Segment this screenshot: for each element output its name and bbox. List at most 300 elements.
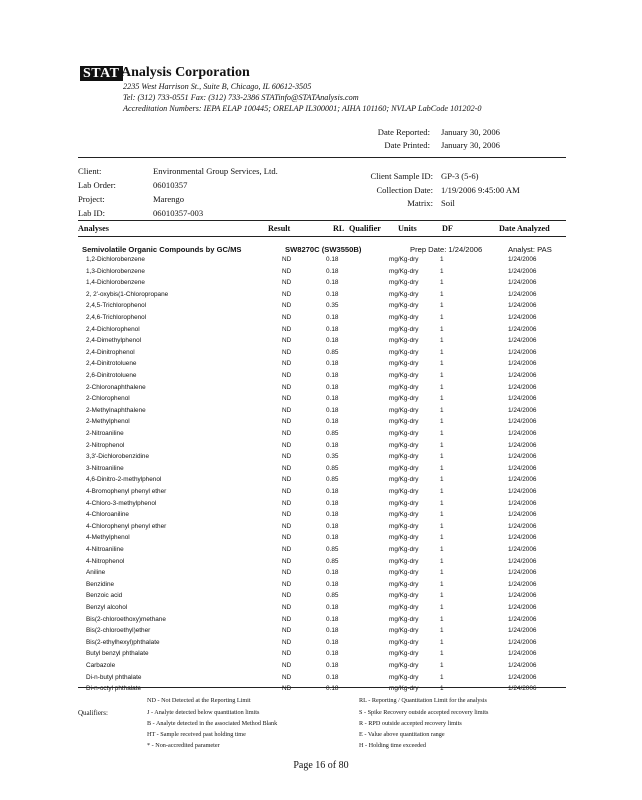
cell-result: ND [282, 476, 292, 484]
cell-rl: 0.18 [326, 604, 339, 611]
cell-units: mg/Kg-dry [389, 580, 419, 588]
cell-date: 1/24/2006 [508, 615, 537, 623]
cell-rl: 0.85 [326, 546, 339, 553]
cell-rl: 0.18 [326, 395, 339, 403]
cell-analyte: 4-Chlorophenyl phenyl ether [86, 522, 167, 530]
cell-df: 1 [440, 337, 444, 345]
cell-result: ND [282, 430, 292, 437]
cell-result: ND [282, 256, 292, 263]
cell-units: mg/Kg-dry [389, 337, 419, 345]
table-row [0, 488, 642, 500]
qualifier-s: S - Spike Recovery outside accepted recovery limits [359, 709, 489, 716]
cell-rl: 0.18 [326, 638, 339, 646]
cell-result: ND [282, 383, 292, 391]
cell-result: ND [282, 372, 292, 379]
cell-analyte: 2-Methylnaphthalene [86, 406, 146, 414]
cell-units: mg/Kg-dry [389, 348, 419, 356]
cell-analyte: Aniline [86, 569, 106, 577]
cell-units: mg/Kg-dry [389, 638, 419, 646]
cell-result: ND [282, 348, 292, 356]
cell-df: 1 [440, 290, 444, 298]
cell-result: ND [282, 499, 292, 507]
cell-df: 1 [440, 638, 444, 646]
cell-rl: 0.85 [326, 592, 339, 600]
cell-df: 1 [440, 430, 444, 437]
cell-result: ND [282, 662, 292, 669]
cell-result: ND [282, 522, 292, 530]
cell-df: 1 [440, 488, 444, 495]
cell-analyte: 2,4,6-Trichlorophenol [86, 314, 147, 321]
qualifier-b: B - Analyte detected in the associated Method Blank [147, 720, 278, 727]
date-printed-label: Date Printed: [384, 140, 430, 150]
cell-result: ND [282, 360, 292, 368]
cell-units: mg/Kg-dry [389, 673, 419, 681]
cell-df: 1 [440, 314, 444, 321]
cell-df: 1 [440, 522, 444, 530]
cell-analyte: 2,6-Dinitrotoluene [86, 372, 137, 379]
qualifier-j: J - Analyte detected below quantitation limits [147, 709, 260, 716]
table-row [0, 581, 642, 593]
cell-result: ND [282, 615, 292, 623]
cell-df: 1 [440, 569, 444, 577]
stat-logo: STAT [80, 66, 123, 81]
cell-rl: 0.18 [326, 325, 339, 333]
cell-df: 1 [440, 256, 444, 263]
cell-result: ND [282, 302, 292, 310]
project-value: Marengo [153, 194, 185, 204]
cell-result: ND [282, 604, 292, 611]
client-sample-id-label: Client Sample ID: [370, 171, 433, 181]
cell-analyte: Benzoic acid [86, 592, 123, 600]
table-row [0, 650, 642, 662]
table-row [0, 372, 642, 384]
cell-analyte: 1,4-Dichlorobenzene [86, 279, 145, 287]
cell-date: 1/24/2006 [508, 395, 537, 403]
cell-analyte: 2-Nitroaniline [86, 430, 124, 437]
table-row [0, 407, 642, 419]
cell-date: 1/24/2006 [508, 522, 537, 530]
cell-date: 1/24/2006 [508, 406, 537, 414]
table-row [0, 627, 642, 639]
table-row [0, 453, 642, 465]
cell-rl: 0.18 [326, 360, 339, 368]
lab-order-value: 06010357 [153, 180, 188, 190]
cell-units: mg/Kg-dry [389, 604, 419, 611]
cell-date: 1/24/2006 [508, 627, 537, 635]
cell-date: 1/24/2006 [508, 441, 537, 449]
cell-units: mg/Kg-dry [389, 534, 419, 542]
lab-id-label: Lab ID: [78, 208, 105, 218]
cell-analyte: Butyl benzyl phthalate [86, 650, 149, 658]
cell-analyte: Di-n-octyl phthalate [86, 685, 142, 693]
cell-result: ND [282, 638, 292, 646]
cell-analyte: 1,3-Dichlorobenzene [86, 267, 145, 275]
cell-units: mg/Kg-dry [389, 383, 419, 391]
client-sample-id-value: GP-3 (5-6) [441, 171, 479, 181]
cell-analyte: 4-Bromophenyl phenyl ether [86, 488, 167, 495]
accreditation-numbers: Accreditation Numbers: IEPA ELAP 100445; ORELAP IL300001; AIHA 101160; NVLAP LabCode 101202-0 [123, 104, 482, 113]
table-row [0, 546, 642, 558]
cell-date: 1/24/2006 [508, 685, 537, 693]
cell-result: ND [282, 290, 292, 298]
cell-analyte: Benzidine [86, 580, 115, 588]
cell-analyte: Di-n-butyl phthalate [86, 673, 142, 681]
cell-result: ND [282, 580, 292, 588]
cell-rl: 0.18 [326, 615, 339, 623]
cell-analyte: 2,4-Dinitrotoluene [86, 360, 137, 368]
cell-rl: 0.35 [326, 302, 339, 310]
cell-analyte: 4-Chloro-3-methylphenol [86, 499, 157, 507]
table-row [0, 442, 642, 454]
cell-analyte: 3-Nitroaniline [86, 464, 124, 472]
cell-units: mg/Kg-dry [389, 488, 419, 495]
qualifier-h: H - Holding time exceeded [359, 742, 427, 749]
cell-rl: 0.18 [326, 511, 339, 519]
cell-df: 1 [440, 511, 444, 519]
cell-analyte: 2,4,5-Trichlorophenol [86, 302, 147, 310]
cell-units: mg/Kg-dry [389, 418, 419, 426]
cell-rl: 0.18 [326, 372, 339, 379]
cell-units: mg/Kg-dry [389, 685, 419, 693]
cell-units: mg/Kg-dry [389, 441, 419, 449]
matrix-label: Matrix: [407, 198, 433, 208]
cell-rl: 0.18 [326, 441, 339, 449]
cell-date: 1/24/2006 [508, 279, 537, 287]
cell-units: mg/Kg-dry [389, 546, 419, 553]
cell-analyte: 2-Chlorophenol [86, 395, 130, 403]
cell-analyte: 2,4-Dinitrophenol [86, 348, 135, 356]
cell-rl: 0.85 [326, 430, 339, 437]
cell-rl: 0.18 [326, 627, 339, 635]
cell-units: mg/Kg-dry [389, 302, 419, 310]
cell-units: mg/Kg-dry [389, 430, 419, 437]
cell-rl: 0.18 [326, 534, 339, 542]
cell-date: 1/24/2006 [508, 453, 537, 461]
table-row [0, 558, 642, 570]
cell-result: ND [282, 325, 292, 333]
cell-rl: 0.18 [326, 499, 339, 507]
prep-date: Prep Date: 1/24/2006 [410, 245, 483, 254]
cell-rl: 0.85 [326, 464, 339, 472]
col-qualifier: Qualifier [349, 224, 381, 233]
cell-result: ND [282, 557, 292, 565]
cell-date: 1/24/2006 [508, 360, 537, 368]
cell-date: 1/24/2006 [508, 476, 537, 484]
table-row [0, 569, 642, 581]
client-value: Environmental Group Services, Ltd. [153, 166, 278, 176]
cell-units: mg/Kg-dry [389, 557, 419, 565]
divider [78, 687, 566, 688]
cell-analyte: 4-Nitrophenol [86, 557, 125, 565]
table-row [0, 604, 642, 616]
cell-result: ND [282, 406, 292, 414]
cell-date: 1/24/2006 [508, 383, 537, 391]
page-number: Page 16 of 80 [293, 760, 349, 771]
collection-date-value: 1/19/2006 9:45:00 AM [441, 185, 520, 195]
cell-date: 1/24/2006 [508, 499, 537, 507]
cell-df: 1 [440, 627, 444, 635]
table-row [0, 302, 642, 314]
cell-units: mg/Kg-dry [389, 627, 419, 635]
cell-date: 1/24/2006 [508, 337, 537, 345]
table-row [0, 476, 642, 488]
cell-df: 1 [440, 476, 444, 484]
cell-rl: 0.18 [326, 662, 339, 669]
cell-analyte: Bis(2-chloroethyl)ether [86, 627, 151, 635]
cell-date: 1/24/2006 [508, 348, 537, 356]
method-name: Semivolatile Organic Compounds by GC/MS [82, 245, 242, 254]
cell-units: mg/Kg-dry [389, 256, 419, 263]
col-analyses: Analyses [78, 224, 109, 233]
table-row [0, 592, 642, 604]
cell-units: mg/Kg-dry [389, 360, 419, 368]
cell-date: 1/24/2006 [508, 314, 537, 321]
cell-rl: 0.18 [326, 673, 339, 681]
cell-analyte: 3,3'-Dichlorobenzidine [86, 453, 150, 461]
cell-date: 1/24/2006 [508, 534, 537, 542]
table-row [0, 418, 642, 430]
date-reported-label: Date Reported: [377, 127, 430, 137]
cell-analyte: Carbazole [86, 662, 116, 669]
cell-rl: 0.18 [326, 685, 339, 693]
cell-units: mg/Kg-dry [389, 615, 419, 623]
cell-units: mg/Kg-dry [389, 662, 419, 669]
date-printed-value: January 30, 2006 [441, 140, 500, 150]
cell-result: ND [282, 627, 292, 635]
cell-units: mg/Kg-dry [389, 267, 419, 275]
table-row [0, 314, 642, 326]
cell-df: 1 [440, 348, 444, 356]
cell-analyte: 4-Chloroaniline [86, 511, 129, 519]
cell-result: ND [282, 673, 292, 681]
qualifier-ht: HT - Sample received past holding time [147, 731, 246, 738]
date-reported-value: January 30, 2006 [441, 127, 500, 137]
cell-date: 1/24/2006 [508, 430, 537, 437]
cell-df: 1 [440, 662, 444, 669]
cell-units: mg/Kg-dry [389, 650, 419, 658]
divider [78, 236, 566, 237]
cell-df: 1 [440, 267, 444, 275]
cell-date: 1/24/2006 [508, 372, 537, 379]
cell-date: 1/24/2006 [508, 267, 537, 275]
cell-rl: 0.35 [326, 453, 339, 461]
cell-result: ND [282, 267, 292, 275]
analyst: Analyst: PAS [508, 245, 552, 254]
cell-result: ND [282, 569, 292, 577]
cell-rl: 0.18 [326, 406, 339, 414]
table-row [0, 395, 642, 407]
cell-df: 1 [440, 302, 444, 310]
cell-analyte: 4,6-Dinitro-2-methylphenol [86, 476, 162, 484]
cell-result: ND [282, 685, 292, 693]
cell-analyte: 2-Chloronaphthalene [86, 383, 146, 391]
cell-units: mg/Kg-dry [389, 569, 419, 577]
cell-result: ND [282, 279, 292, 287]
client-label: Client: [78, 166, 102, 176]
cell-rl: 0.18 [326, 383, 339, 391]
cell-result: ND [282, 546, 292, 553]
cell-rl: 0.85 [326, 476, 339, 484]
cell-rl: 0.18 [326, 279, 339, 287]
cell-date: 1/24/2006 [508, 302, 537, 310]
cell-date: 1/24/2006 [508, 290, 537, 298]
cell-date: 1/24/2006 [508, 673, 537, 681]
qualifiers-label: Qualifiers: [78, 709, 108, 717]
cell-df: 1 [440, 372, 444, 379]
table-row [0, 465, 642, 477]
col-date-analyzed: Date Analyzed [499, 224, 550, 233]
cell-units: mg/Kg-dry [389, 592, 419, 600]
divider [78, 220, 566, 221]
table-row [0, 534, 642, 546]
cell-df: 1 [440, 604, 444, 611]
cell-date: 1/24/2006 [508, 511, 537, 519]
cell-units: mg/Kg-dry [389, 453, 419, 461]
table-row [0, 639, 642, 651]
cell-rl: 0.18 [326, 580, 339, 588]
cell-rl: 0.18 [326, 267, 339, 275]
cell-df: 1 [440, 325, 444, 333]
cell-date: 1/24/2006 [508, 662, 537, 669]
cell-rl: 0.18 [326, 488, 339, 495]
cell-rl: 0.85 [326, 348, 339, 356]
cell-analyte: Bis(2-chloroethoxy)methane [86, 615, 166, 623]
cell-analyte: Benzyl alcohol [86, 604, 128, 611]
qualifier-rl: RL - Reporting / Quantitation Limit for the analysis [359, 697, 487, 704]
cell-analyte: 4-Nitroaniline [86, 546, 124, 553]
cell-units: mg/Kg-dry [389, 406, 419, 414]
col-rl: RL [333, 224, 345, 233]
cell-df: 1 [440, 546, 444, 553]
cell-units: mg/Kg-dry [389, 325, 419, 333]
qualifier-r: R - RPD outside accepted recovery limits [359, 720, 462, 727]
cell-df: 1 [440, 580, 444, 588]
cell-units: mg/Kg-dry [389, 372, 419, 379]
cell-df: 1 [440, 279, 444, 287]
cell-rl: 0.18 [326, 569, 339, 577]
cell-date: 1/24/2006 [508, 569, 537, 577]
cell-analyte: 2-Methylphenol [86, 418, 130, 426]
cell-date: 1/24/2006 [508, 638, 537, 646]
cell-date: 1/24/2006 [508, 325, 537, 333]
cell-units: mg/Kg-dry [389, 314, 419, 321]
table-row [0, 430, 642, 442]
table-row [0, 384, 642, 396]
cell-analyte: 2, 2'-oxybis(1-Chloropropane [86, 290, 169, 298]
cell-rl: 0.18 [326, 650, 339, 658]
qualifier-nd: ND - Not Detected at the Reporting Limit [147, 697, 251, 704]
company-address: 2235 West Harrison St., Suite B, Chicago, IL 60612-3505 [123, 82, 312, 91]
qualifier-e: E - Value above quantitation range [359, 731, 445, 738]
cell-units: mg/Kg-dry [389, 279, 419, 287]
cell-date: 1/24/2006 [508, 580, 537, 588]
cell-df: 1 [440, 673, 444, 681]
cell-date: 1/24/2006 [508, 592, 537, 600]
cell-result: ND [282, 314, 292, 321]
project-label: Project: [78, 194, 105, 204]
cell-analyte: 1,2-Dichlorobenzene [86, 256, 145, 263]
method-code: SW8270C (SW3550B) [285, 245, 362, 254]
cell-df: 1 [440, 534, 444, 542]
cell-units: mg/Kg-dry [389, 499, 419, 507]
cell-rl: 0.18 [326, 522, 339, 530]
table-row [0, 279, 642, 291]
cell-rl: 0.85 [326, 557, 339, 565]
cell-result: ND [282, 592, 292, 600]
cell-df: 1 [440, 685, 444, 693]
cell-df: 1 [440, 650, 444, 658]
cell-analyte: Bis(2-ethylhexyl)phthalate [86, 638, 160, 646]
cell-df: 1 [440, 383, 444, 391]
cell-date: 1/24/2006 [508, 464, 537, 472]
table-row [0, 511, 642, 523]
table-row [0, 360, 642, 372]
cell-result: ND [282, 488, 292, 495]
table-row [0, 291, 642, 303]
cell-units: mg/Kg-dry [389, 511, 419, 519]
cell-df: 1 [440, 464, 444, 472]
qualifier-star: * - Non-accredited parameter [147, 742, 220, 749]
col-df: DF [442, 224, 453, 233]
company-name: Analysis Corporation [121, 65, 250, 80]
lab-id-value: 06010357-003 [153, 208, 204, 218]
table-row [0, 616, 642, 628]
cell-df: 1 [440, 418, 444, 426]
collection-date-label: Collection Date: [376, 185, 433, 195]
table-row [0, 337, 642, 349]
cell-units: mg/Kg-dry [389, 522, 419, 530]
cell-rl: 0.18 [326, 314, 339, 321]
cell-df: 1 [440, 441, 444, 449]
cell-analyte: 2,4-Dimethylphenol [86, 337, 142, 345]
cell-units: mg/Kg-dry [389, 464, 419, 472]
cell-result: ND [282, 441, 292, 449]
cell-result: ND [282, 650, 292, 658]
cell-df: 1 [440, 557, 444, 565]
cell-rl: 0.18 [326, 256, 339, 263]
cell-date: 1/24/2006 [508, 256, 537, 263]
cell-date: 1/24/2006 [508, 557, 537, 565]
table-row [0, 523, 642, 535]
cell-date: 1/24/2006 [508, 546, 537, 553]
lab-order-label: Lab Order: [78, 180, 116, 190]
cell-units: mg/Kg-dry [389, 395, 419, 403]
cell-df: 1 [440, 360, 444, 368]
cell-df: 1 [440, 615, 444, 623]
table-row [0, 500, 642, 512]
table-row [0, 326, 642, 338]
cell-rl: 0.18 [326, 337, 339, 345]
cell-result: ND [282, 395, 292, 403]
cell-units: mg/Kg-dry [389, 476, 419, 484]
cell-date: 1/24/2006 [508, 488, 537, 495]
cell-date: 1/24/2006 [508, 604, 537, 611]
table-row [0, 268, 642, 280]
cell-date: 1/24/2006 [508, 650, 537, 658]
col-result: Result [268, 224, 291, 233]
table-row [0, 256, 642, 268]
table-row [0, 662, 642, 674]
divider [78, 157, 566, 158]
cell-df: 1 [440, 592, 444, 600]
col-units: Units [398, 224, 417, 233]
cell-df: 1 [440, 453, 444, 461]
cell-df: 1 [440, 406, 444, 414]
cell-result: ND [282, 534, 292, 542]
table-row [0, 674, 642, 686]
matrix-value: Soil [441, 198, 455, 208]
cell-result: ND [282, 337, 292, 345]
